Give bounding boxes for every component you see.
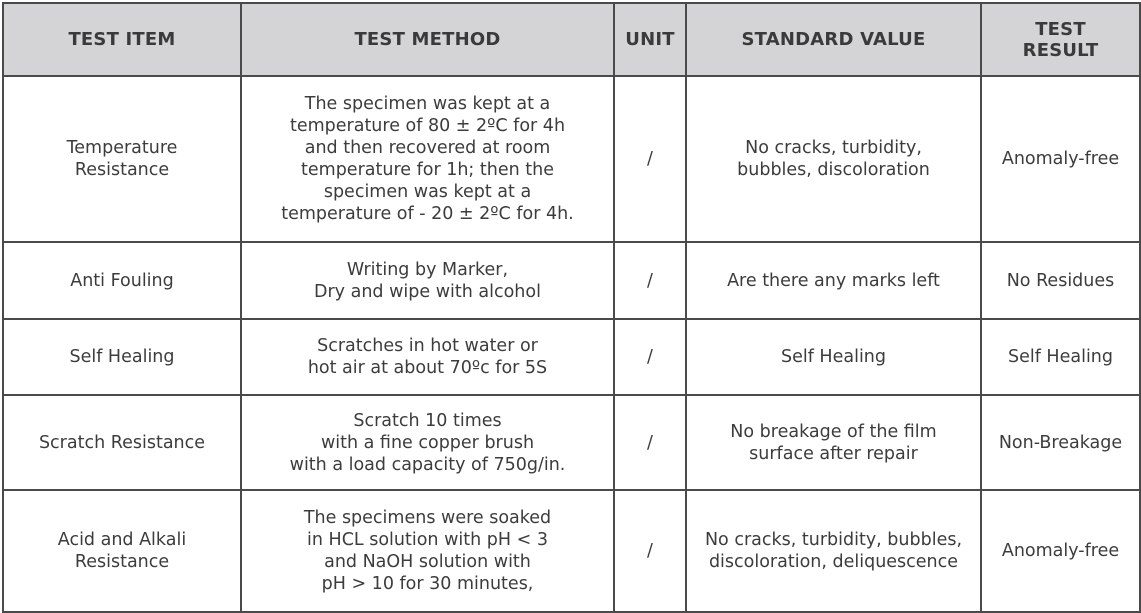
table-header-row: [3, 3, 1140, 76]
cell-unit: /: [614, 490, 686, 612]
table-row: [3, 76, 1140, 242]
cell-standard-value: Self Healing: [686, 319, 981, 395]
header-unit: UNIT: [614, 3, 686, 76]
header-test-result: TEST RESULT: [981, 3, 1140, 76]
cell-test-item: Scratch Resistance: [3, 395, 241, 490]
cell-test-method: Scratches in hot water or hot air at about 70ºc for 5S: [241, 319, 614, 395]
cell-standard-value: No breakage of the film surface after repair: [686, 395, 981, 490]
cell-test-method: The specimens were soaked in HCL solution with pH < 3 and NaOH solution with pH > 10 for 30 minutes,: [241, 490, 614, 612]
cell-test-method: Writing by Marker, Dry and wipe with alcohol: [241, 242, 614, 319]
table-row: [3, 242, 1140, 319]
cell-standard-value: No cracks, turbidity, bubbles, discoloration: [686, 76, 981, 242]
cell-unit: /: [614, 319, 686, 395]
cell-test-result: Anomaly-free: [981, 76, 1140, 242]
cell-test-item: Temperature Resistance: [3, 76, 241, 242]
cell-standard-value: Are there any marks left: [686, 242, 981, 319]
cell-test-item: Self Healing: [3, 319, 241, 395]
cell-test-method: Scratch 10 times with a fine copper brush with a load capacity of 750g/in.: [241, 395, 614, 490]
cell-test-result: Anomaly-free: [981, 490, 1140, 612]
header-test-method: TEST METHOD: [241, 3, 614, 76]
cell-unit: /: [614, 76, 686, 242]
cell-unit: /: [614, 242, 686, 319]
cell-test-result: No Residues: [981, 242, 1140, 319]
header-standard-value: STANDARD VALUE: [686, 3, 981, 76]
header-test-item: TEST ITEM: [3, 3, 241, 76]
cell-test-method: The specimen was kept at a temperature of 80 ± 2ºC for 4h and then recovered at room temperature for 1h; then the specimen was kept at a temperature of - 20 ± 2ºC for 4h.: [241, 76, 614, 242]
cell-unit: /: [614, 395, 686, 490]
cell-test-result: Non-Breakage: [981, 395, 1140, 490]
table-row: [3, 395, 1140, 490]
cell-test-item: Anti Fouling: [3, 242, 241, 319]
test-specification-table: [2, 2, 1141, 613]
cell-test-result: Self Healing: [981, 319, 1140, 395]
table-row: [3, 490, 1140, 612]
table-row: [3, 319, 1140, 395]
cell-test-item: Acid and Alkali Resistance: [3, 490, 241, 612]
cell-standard-value: No cracks, turbidity, bubbles, discoloration, deliquescence: [686, 490, 981, 612]
